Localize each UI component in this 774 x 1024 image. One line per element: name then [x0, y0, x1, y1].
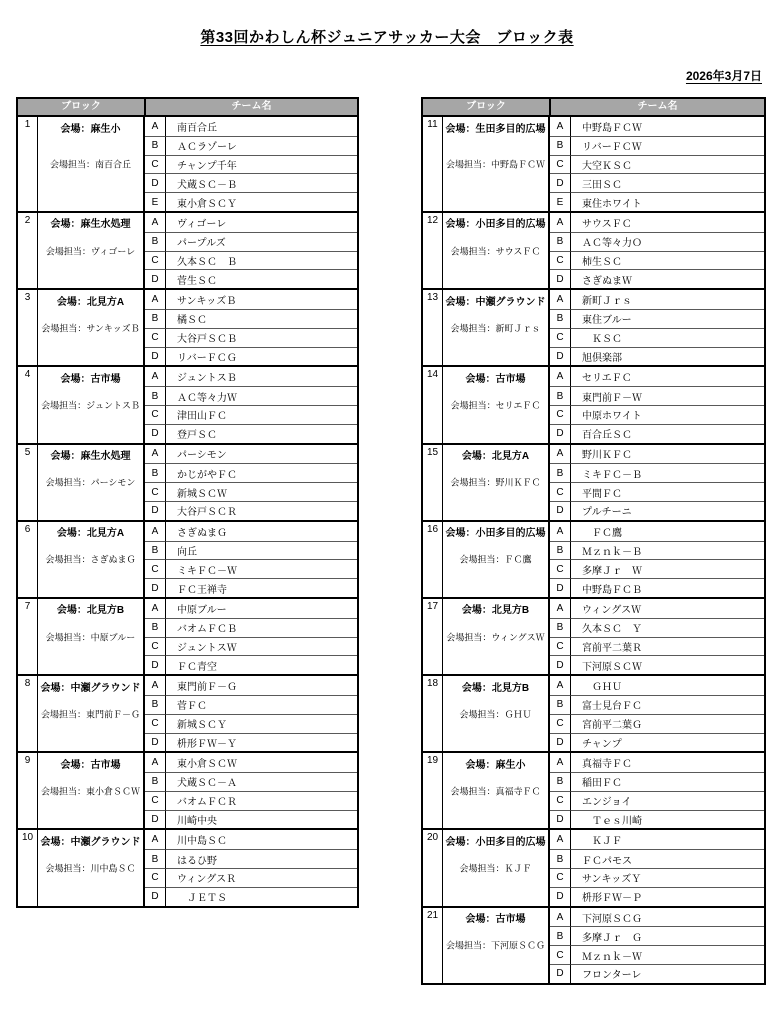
team-letter-cell: A: [550, 213, 571, 232]
team-name-cell: ＪＥＴＳ: [166, 887, 357, 906]
team-name-cell: 東小倉ＳＣＹ: [166, 192, 357, 211]
team-name-cell: ジュントスＢ: [177, 373, 237, 385]
team-letter-cell: C: [145, 328, 166, 347]
block-number: 20: [423, 830, 443, 905]
team-name-cell: 東住ホワイト: [571, 192, 764, 211]
team-letter-cell: E: [145, 192, 166, 211]
team-letter-cell: C: [145, 405, 166, 424]
block-number: 14: [423, 367, 443, 442]
venue-title: 会場：中瀬グラウンド: [445, 296, 546, 308]
team-letter-cell: D: [145, 655, 166, 674]
team-name-cell: 多摩Ｊｒ Ｇ: [571, 926, 764, 945]
team-name-cell: Ｍｚｎｋ－Ｂ: [571, 541, 764, 560]
block: [423, 365, 764, 442]
team-letter-cell: B: [145, 695, 166, 714]
team-letter-cell: B: [145, 541, 166, 560]
team-letter-cell: B: [550, 926, 571, 945]
block: [423, 674, 764, 751]
block: [18, 288, 357, 365]
team-name-cell: 三田ＳＣ: [571, 173, 764, 192]
team-name-cell: ＦＣ青空: [166, 655, 357, 674]
team-name-cell: ＡＣラゾーレ: [166, 136, 357, 155]
team-name-cell: 中原ブルー: [177, 604, 227, 616]
team-letter-cell: B: [145, 772, 166, 791]
block: [18, 211, 357, 288]
team-name-cell: 中野島ＦＣＢ: [571, 578, 764, 597]
team-letter-cell: D: [145, 578, 166, 597]
block: [18, 828, 357, 905]
venue-manager: 会場担当：ヴィゴーレ: [45, 246, 136, 257]
team-letter-cell: A: [550, 290, 571, 309]
team-letter-cell: B: [550, 541, 571, 560]
team-letter-cell: A: [145, 830, 166, 849]
team-name-cell: 柿生ＳＣ: [571, 251, 764, 270]
block-number: 11: [423, 117, 443, 211]
team-letter-cell: A: [145, 753, 166, 772]
venue-manager: 会場担当：東門前Ｆ－Ｇ: [40, 709, 140, 720]
team-name-cell: 犬蔵ＳＣ－Ａ: [166, 772, 357, 791]
block: [423, 443, 764, 520]
team-letter-cell: D: [550, 424, 571, 443]
venue-manager: 会場担当：ＧＨＵ: [459, 709, 532, 720]
block: [18, 443, 357, 520]
team-name-cell: 登戸ＳＣ: [166, 424, 357, 443]
date-label: [686, 67, 762, 84]
team-letter-cell: E: [550, 192, 571, 211]
header-team-name-label: チーム名: [231, 101, 272, 112]
team-letter-cell: C: [145, 714, 166, 733]
venue-cell: [443, 117, 550, 211]
venue-manager: 会場担当：ジュントスＢ: [41, 400, 140, 411]
team-letter-cell: A: [550, 522, 571, 541]
team-letter-cell: A: [145, 676, 166, 695]
block-number: 9: [18, 753, 38, 828]
block-number: 8: [18, 676, 38, 751]
team-letter-cell: D: [145, 269, 166, 288]
venue-title: 会場：小田多目的広場: [445, 836, 546, 848]
team-name-cell: ＦＣ鷹: [582, 527, 622, 539]
team-name-cell: 中野島ＦＣＷ: [582, 122, 642, 134]
team-letter-cell: C: [550, 714, 571, 733]
team-name-cell: 真福寺ＦＣ: [582, 759, 632, 771]
team-letter-cell: B: [145, 136, 166, 155]
team-letter-cell: C: [145, 251, 166, 270]
team-name-cell: ウィングスＷ: [582, 604, 642, 616]
team-name-cell: 旭倶楽部: [571, 347, 764, 366]
team-name-cell: フロンターレ: [571, 964, 764, 983]
block-number: 4: [18, 367, 38, 442]
team-name-cell: 菅生ＳＣ: [166, 269, 357, 288]
table-header: [423, 99, 764, 117]
block: [18, 597, 357, 674]
team-letter-cell: A: [145, 117, 166, 136]
team-name-cell: ミキＦＣ－Ｂ: [571, 463, 764, 482]
header-block-label: ブロック: [423, 99, 551, 115]
team-name-cell: 宮前平二葉Ｇ: [571, 714, 764, 733]
date-text: 2026年3月7日: [685, 69, 762, 83]
table-header: [18, 99, 357, 117]
team-letter-cell: D: [550, 578, 571, 597]
team-name-cell: 多摩Ｊｒ Ｗ: [571, 559, 764, 578]
team-name-cell: 津田山ＦＣ: [166, 405, 357, 424]
block-table-left: [16, 97, 359, 908]
team-name-cell: 東小倉ＳＣＷ: [177, 759, 237, 771]
venue-title: 会場：麻生小: [60, 123, 121, 135]
block: [18, 751, 357, 828]
team-name-cell: さぎぬまＧ: [177, 527, 227, 539]
block-table-right: [421, 97, 766, 985]
team-name-cell: ＡＣ等々力Ｏ: [571, 232, 764, 251]
block-number: 13: [423, 290, 443, 365]
team-name-cell: 平間ＦＣ: [571, 482, 764, 501]
team-name-cell: 新城ＳＣＹ: [166, 714, 357, 733]
team-name-cell: 富士見台ＦＣ: [571, 695, 764, 714]
team-name-cell: サウスＦＣ: [582, 218, 632, 230]
team-letter-cell: B: [550, 618, 571, 637]
block-number: 1: [18, 117, 38, 211]
block: [423, 288, 764, 365]
block: [423, 828, 764, 905]
team-letter-cell: B: [550, 772, 571, 791]
venue-title: 会場：北見方A: [56, 528, 125, 540]
venue-cell: [443, 830, 550, 905]
team-letter-cell: D: [145, 733, 166, 752]
venue-manager: 会場担当：中野島ＦＣＷ: [445, 159, 545, 170]
venue-manager: 会場担当：セリエＦＣ: [450, 400, 541, 411]
team-name-cell: 新町Ｊｒｓ: [582, 296, 632, 308]
team-letter-cell: C: [550, 868, 571, 887]
team-name-cell: 橘ＳＣ: [166, 309, 357, 328]
team-name-cell: 犬蔵ＳＣ－Ｂ: [166, 173, 357, 192]
venue-manager: 会場担当：東小倉ＳＣＷ: [40, 786, 140, 797]
team-name-cell: パープルズ: [166, 232, 357, 251]
team-letter-cell: C: [145, 559, 166, 578]
venue-cell: [443, 290, 550, 365]
venue-manager: 会場担当：パーシモン: [45, 477, 136, 488]
team-letter-cell: B: [145, 386, 166, 405]
team-name-cell: ミキＦＣ－Ｗ: [166, 559, 357, 578]
venue-title: 会場：古市場: [60, 759, 121, 771]
team-letter-cell: D: [550, 269, 571, 288]
venue-title: 会場：北見方A: [56, 296, 125, 308]
team-letter-cell: B: [145, 232, 166, 251]
header-block-label: ブロック: [18, 99, 146, 115]
block-number: 2: [18, 213, 38, 288]
team-name-cell: パーシモン: [177, 450, 227, 462]
venue-manager: 会場担当：サンキッズＢ: [41, 323, 140, 334]
block: [18, 674, 357, 751]
block: [18, 520, 357, 597]
block-number: 17: [423, 599, 443, 674]
team-letter-cell: D: [145, 347, 166, 366]
team-letter-cell: D: [550, 173, 571, 192]
team-name-cell: ジュントスＷ: [166, 637, 357, 656]
page-title-text: 第33回かわしん杯ジュニアサッカー大会 ブロック表: [200, 29, 574, 46]
page-title: [0, 26, 774, 47]
team-letter-cell: B: [145, 849, 166, 868]
team-name-cell: 東門前Ｆ－Ｇ: [177, 682, 237, 693]
block-number: 19: [423, 753, 443, 828]
team-letter-cell: D: [145, 887, 166, 906]
team-name-cell: サンキッズＢ: [177, 296, 237, 308]
team-letter-cell: C: [550, 405, 571, 424]
block-number: 15: [423, 445, 443, 520]
venue-cell: [443, 213, 550, 288]
block: [423, 906, 764, 983]
team-letter-cell: C: [550, 328, 571, 347]
team-name-cell: ウィングスＲ: [166, 868, 357, 887]
team-name-cell: 菅ＦＣ: [166, 695, 357, 714]
team-name-cell: ＡＣ等々力Ｗ: [166, 386, 357, 405]
team-letter-cell: A: [550, 445, 571, 464]
venue-manager: 会場担当：新町Ｊｒｓ: [450, 323, 541, 334]
team-name-cell: リバーＦＣＷ: [571, 136, 764, 155]
team-name-cell: 稲田ＦＣ: [571, 772, 764, 791]
venue-title: 会場：中瀬グラウンド: [40, 836, 141, 848]
block-number: 10: [18, 830, 38, 905]
block-number: 21: [423, 908, 443, 983]
team-letter-cell: B: [550, 136, 571, 155]
block-number: 7: [18, 599, 38, 674]
venue-cell: [443, 753, 550, 828]
venue-cell: [38, 676, 145, 751]
team-name-cell: 新城ＳＣＷ: [166, 482, 357, 501]
venue-manager: 会場担当：ウィングスＷ: [446, 632, 545, 643]
venue-manager: 会場担当：真福寺ＦＣ: [450, 786, 541, 797]
block-number: 18: [423, 676, 443, 751]
team-letter-cell: A: [550, 367, 571, 386]
team-name-cell: 向丘: [166, 541, 357, 560]
team-letter-cell: C: [550, 637, 571, 656]
team-name-cell: ＦＣパモス: [571, 849, 764, 868]
team-name-cell: はるひ野: [166, 849, 357, 868]
venue-manager: 会場担当：野川ＫＦＣ: [450, 477, 541, 488]
team-letter-cell: C: [145, 791, 166, 810]
team-name-cell: 川中島ＳＣ: [177, 836, 227, 848]
team-letter-cell: A: [145, 599, 166, 618]
team-name-cell: チャンプ千年: [166, 155, 357, 174]
team-letter-cell: B: [550, 386, 571, 405]
team-letter-cell: A: [145, 290, 166, 309]
team-letter-cell: A: [550, 830, 571, 849]
team-letter-cell: A: [145, 213, 166, 232]
venue-title: 会場：古市場: [465, 914, 526, 926]
team-letter-cell: C: [550, 559, 571, 578]
team-name-cell: 大谷戸ＳＣＢ: [166, 328, 357, 347]
team-name-cell: 久本ＳＣ Ｙ: [571, 618, 764, 637]
venue-title: 会場：北見方B: [56, 605, 125, 617]
team-letter-cell: D: [550, 733, 571, 752]
venue-manager: 会場担当：ＫＪＦ: [459, 863, 532, 874]
team-letter-cell: A: [145, 522, 166, 541]
team-letter-cell: D: [145, 501, 166, 520]
venue-title: 会場：麻生水処理: [50, 451, 131, 463]
team-letter-cell: B: [550, 309, 571, 328]
team-name-cell: エンジョイ: [571, 791, 764, 810]
venue-cell: [38, 445, 145, 520]
venue-cell: [38, 117, 145, 211]
team-name-cell: 東住ブルー: [571, 309, 764, 328]
team-name-cell: 南百合丘: [177, 122, 217, 134]
block-number: 3: [18, 290, 38, 365]
team-name-cell: Ｍｚｎｋ－Ｗ: [571, 945, 764, 964]
team-name-cell: 川崎中央: [166, 810, 357, 829]
team-letter-cell: B: [145, 618, 166, 637]
venue-cell: [443, 599, 550, 674]
team-letter-cell: C: [145, 868, 166, 887]
team-name-cell: バオムＦＣＢ: [166, 618, 357, 637]
venue-manager: 会場担当：下河原ＳＣＧ: [445, 940, 545, 951]
team-letter-cell: C: [145, 482, 166, 501]
venue-title: 会場：北見方B: [461, 682, 530, 694]
team-letter-cell: D: [550, 810, 571, 829]
team-letter-cell: A: [550, 753, 571, 772]
team-name-cell: バオムＦＣＲ: [166, 791, 357, 810]
team-name-cell: 百合丘ＳＣ: [571, 424, 764, 443]
table-body: [423, 117, 764, 983]
venue-cell: [38, 213, 145, 288]
venue-cell: [443, 367, 550, 442]
team-letter-cell: C: [550, 791, 571, 810]
block: [18, 365, 357, 442]
team-name-cell: 下河原ＳＣＧ: [582, 913, 642, 925]
block-number: 12: [423, 213, 443, 288]
block-number: 16: [423, 522, 443, 597]
venue-manager: 会場担当：さぎぬまＧ: [45, 554, 136, 565]
team-letter-cell: D: [550, 501, 571, 520]
team-name-cell: 枡形ＦＷ－Ｙ: [166, 733, 357, 752]
team-letter-cell: D: [145, 424, 166, 443]
venue-title: 会場：古市場: [465, 373, 526, 385]
venue-title: 会場：北見方B: [461, 605, 530, 617]
team-name-cell: 東門前Ｆ－Ｗ: [571, 386, 764, 405]
block-number: 6: [18, 522, 38, 597]
venue-cell: [38, 522, 145, 597]
venue-cell: [443, 445, 550, 520]
venue-manager: 会場担当：ＦＣ鷹: [459, 554, 532, 565]
team-letter-cell: C: [550, 251, 571, 270]
team-letter-cell: A: [550, 599, 571, 618]
team-name-cell: ＫＳＣ: [571, 328, 764, 347]
team-name-cell: Ｔｅｓ川崎: [571, 810, 764, 829]
team-name-cell: サンキッズＹ: [571, 868, 764, 887]
team-name-cell: 宮前平二葉Ｒ: [571, 637, 764, 656]
table-body: [18, 117, 357, 906]
block: [423, 211, 764, 288]
block: [423, 117, 764, 211]
venue-title: 会場：小田多目的広場: [445, 219, 546, 231]
venue-manager: 会場担当：川中島ＳＣ: [45, 863, 136, 874]
venue-manager: 会場担当：中原ブルー: [45, 632, 136, 643]
venue-title: 会場：小田多目的広場: [445, 528, 546, 540]
team-name-cell: セリエＦＣ: [582, 373, 632, 385]
venue-cell: [38, 290, 145, 365]
team-letter-cell: C: [550, 155, 571, 174]
venue-cell: [38, 599, 145, 674]
team-letter-cell: C: [145, 637, 166, 656]
team-letter-cell: B: [550, 695, 571, 714]
block: [18, 117, 357, 211]
block-number: 5: [18, 445, 38, 520]
team-letter-cell: D: [550, 347, 571, 366]
block: [423, 751, 764, 828]
venue-cell: [443, 908, 550, 983]
team-letter-cell: B: [550, 463, 571, 482]
team-name-cell: さぎぬまＷ: [571, 269, 764, 288]
team-name-cell: 中原ホワイト: [571, 405, 764, 424]
team-name-cell: チャンプ: [571, 733, 764, 752]
team-letter-cell: C: [550, 482, 571, 501]
venue-manager: 会場担当：サウスＦＣ: [450, 246, 541, 257]
team-name-cell: リバーＦＣＧ: [166, 347, 357, 366]
venue-cell: [38, 367, 145, 442]
venue-title: 会場：北見方A: [461, 451, 530, 463]
venue-manager: 会場担当：南百合丘: [49, 159, 131, 170]
team-name-cell: 枡形ＦＷ－Ｐ: [571, 887, 764, 906]
venue-cell: [38, 753, 145, 828]
team-name-cell: かじがやＦＣ: [166, 463, 357, 482]
team-letter-cell: A: [145, 445, 166, 464]
team-name-cell: 大谷戸ＳＣＲ: [166, 501, 357, 520]
team-letter-cell: D: [145, 173, 166, 192]
team-letter-cell: D: [550, 655, 571, 674]
venue-title: 会場：古市場: [60, 373, 121, 385]
team-letter-cell: C: [145, 155, 166, 174]
block: [423, 597, 764, 674]
team-name-cell: ＦＣ王禅寺: [166, 578, 357, 597]
team-letter-cell: A: [550, 676, 571, 695]
team-name-cell: ヴィゴーレ: [177, 218, 227, 230]
team-letter-cell: B: [550, 232, 571, 251]
venue-cell: [443, 676, 550, 751]
team-letter-cell: A: [145, 367, 166, 386]
team-letter-cell: A: [550, 117, 571, 136]
venue-title: 会場：麻生水処理: [50, 219, 131, 231]
team-name-cell: 野川ＫＦＣ: [582, 450, 632, 462]
team-letter-cell: D: [550, 964, 571, 983]
team-name-cell: 大空ＫＳＣ: [571, 155, 764, 174]
venue-title: 会場：生田多目的広場: [445, 123, 546, 135]
team-name-cell: プルチーニ: [571, 501, 764, 520]
team-letter-cell: B: [145, 309, 166, 328]
team-letter-cell: D: [550, 887, 571, 906]
team-name-cell: 下河原ＳＣＷ: [571, 655, 764, 674]
venue-title: 会場：中瀬グラウンド: [40, 682, 141, 694]
header-team-name-label: チーム名: [637, 101, 678, 112]
block: [423, 520, 764, 597]
team-letter-cell: D: [145, 810, 166, 829]
team-name-cell: 久本ＳＣ Ｂ: [166, 251, 357, 270]
venue-title: 会場：麻生小: [465, 759, 526, 771]
venue-cell: [443, 522, 550, 597]
team-name-cell: ＧＨＵ: [582, 682, 622, 693]
team-letter-cell: B: [145, 463, 166, 482]
venue-cell: [38, 830, 145, 905]
team-letter-cell: B: [550, 849, 571, 868]
team-name-cell: ＫＪＦ: [582, 836, 622, 848]
team-letter-cell: C: [550, 945, 571, 964]
team-letter-cell: A: [550, 908, 571, 927]
